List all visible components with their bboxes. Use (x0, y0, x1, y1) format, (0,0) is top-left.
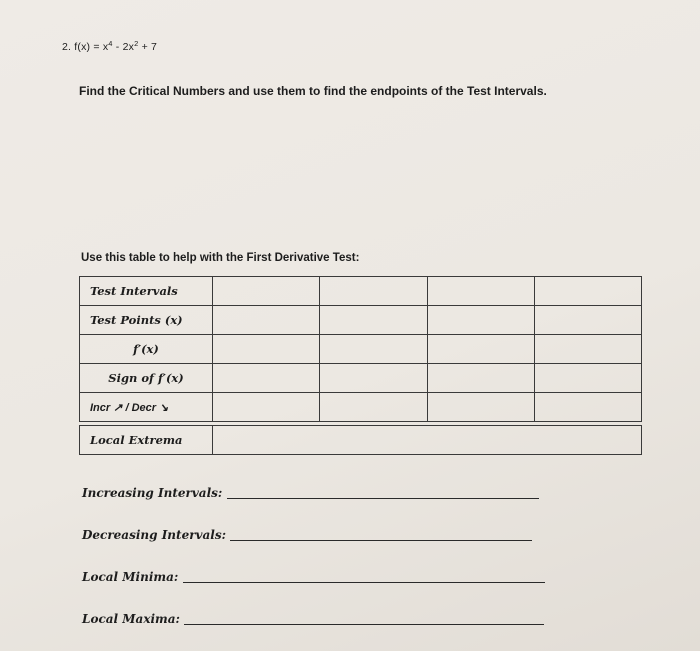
table-caption: Use this table to help with the First Derivative Test: (81, 252, 360, 264)
problem-number: 2. (62, 41, 72, 53)
cell-test-point-2[interactable] (320, 306, 427, 335)
row-local-extrema (80, 426, 642, 455)
decreasing-intervals-answer-line[interactable] (230, 540, 532, 541)
cell-incr-decr-3[interactable] (427, 393, 534, 422)
function-middle: - 2x (112, 41, 135, 53)
exponent-4: 4 (108, 39, 113, 48)
label-sign: Sign of f′(x) (80, 364, 213, 393)
problem-statement (62, 39, 157, 53)
local-minima-label: Local Minima: (82, 570, 179, 584)
row-test-intervals (80, 277, 642, 306)
cell-fprime-3[interactable] (427, 335, 534, 364)
cell-test-interval-4[interactable] (534, 277, 641, 306)
row-sign (80, 364, 642, 393)
function-tail: + 7 (138, 41, 158, 53)
decreasing-intervals-row (82, 526, 532, 544)
first-derivative-test-table (79, 276, 642, 455)
cell-test-point-1[interactable] (213, 306, 320, 335)
row-test-points (80, 306, 642, 335)
exponent-2: 2 (134, 39, 139, 48)
instruction-text: Find the Critical Numbers and use them to find the endpoints of the Test Intervals. (79, 84, 547, 98)
cell-sign-4[interactable] (534, 364, 641, 393)
local-minima-row (82, 568, 545, 586)
cell-fprime-2[interactable] (320, 335, 427, 364)
label-incr-decr: Incr ↗ / Decr ↘ (80, 393, 213, 422)
local-maxima-answer-line[interactable] (184, 624, 544, 625)
cell-test-point-4[interactable] (534, 306, 641, 335)
cell-test-interval-2[interactable] (320, 277, 427, 306)
cell-incr-decr-4[interactable] (534, 393, 641, 422)
cell-sign-1[interactable] (213, 364, 320, 393)
cell-sign-2[interactable] (320, 364, 427, 393)
increasing-intervals-row (82, 484, 539, 502)
increasing-intervals-label: Increasing Intervals: (82, 486, 223, 500)
row-fprime (80, 335, 642, 364)
cell-sign-3[interactable] (427, 364, 534, 393)
cell-incr-decr-2[interactable] (320, 393, 427, 422)
cell-fprime-1[interactable] (213, 335, 320, 364)
function-lhs: f(x) = x (74, 41, 109, 53)
increasing-intervals-answer-line[interactable] (227, 498, 539, 499)
local-maxima-label: Local Maxima: (82, 612, 180, 626)
local-maxima-row (82, 610, 544, 628)
cell-test-interval-3[interactable] (427, 277, 534, 306)
label-fprime: f′(x) (80, 335, 213, 364)
local-minima-answer-line[interactable] (183, 582, 545, 583)
row-incr-decr (80, 393, 642, 422)
label-test-points: Test Points (x) (80, 306, 213, 335)
label-test-intervals: Test Intervals (80, 277, 213, 306)
cell-incr-decr-1[interactable] (213, 393, 320, 422)
cell-test-interval-1[interactable] (213, 277, 320, 306)
label-local-extrema: Local Extrema (80, 426, 213, 455)
cell-test-point-3[interactable] (427, 306, 534, 335)
decreasing-intervals-label: Decreasing Intervals: (82, 528, 227, 542)
cell-local-extrema[interactable] (213, 426, 642, 455)
cell-fprime-4[interactable] (534, 335, 641, 364)
